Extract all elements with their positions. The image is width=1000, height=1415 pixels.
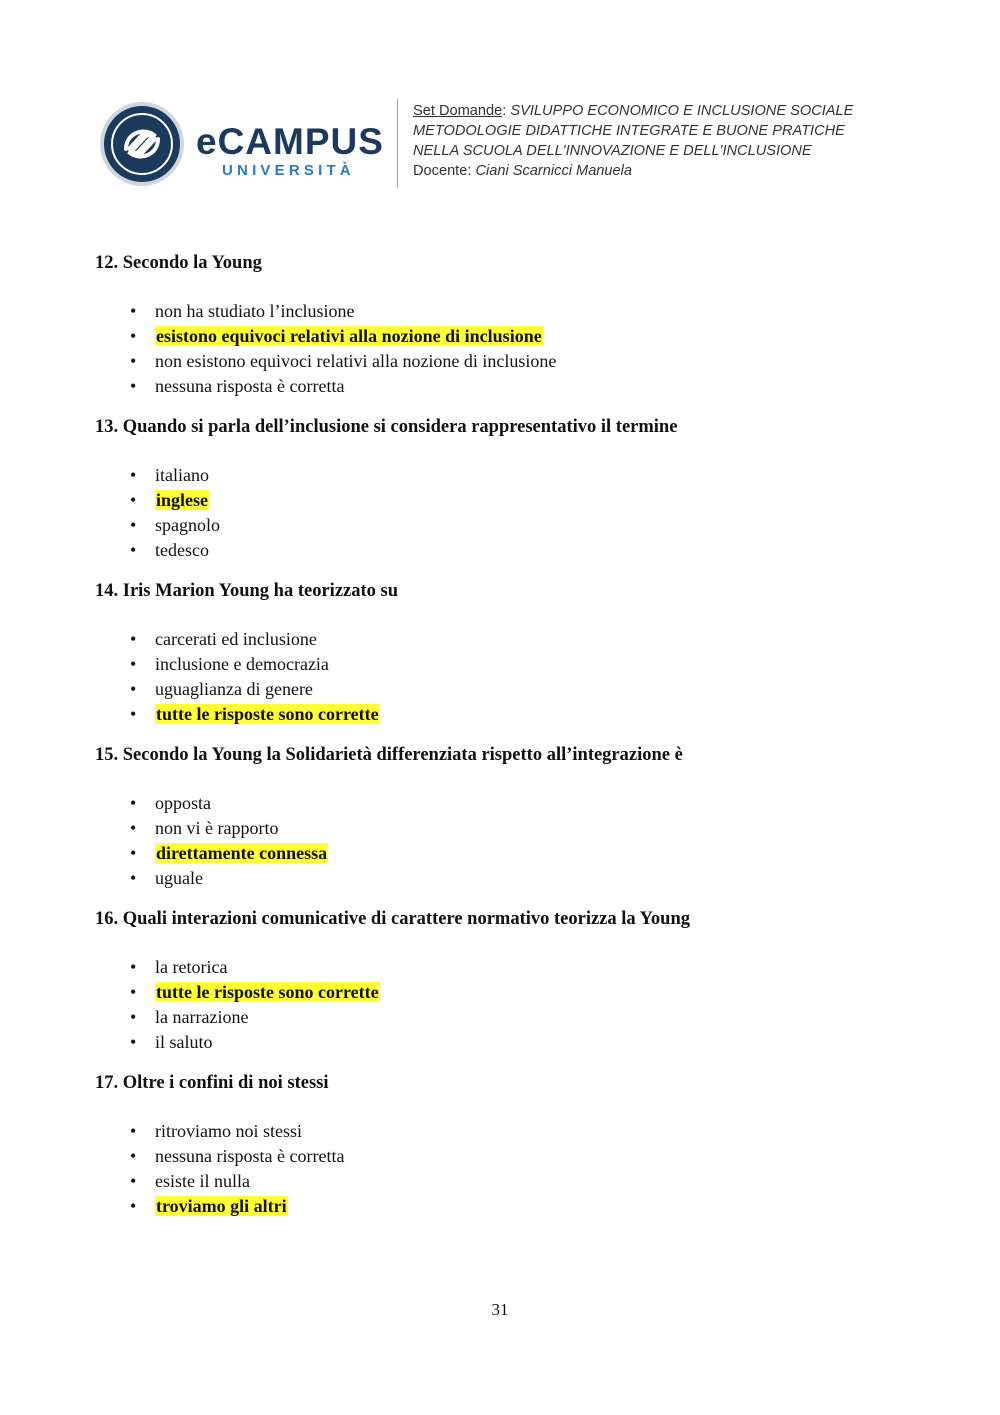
highlighted-answer-text: direttamente connessa [156,843,328,863]
bullet-icon: • [130,704,137,724]
subtitle-line-1: METODOLOGIE DIDATTICHE INTEGRATE E BUONE PRATICHE [413,123,845,139]
bullet-icon: • [130,326,137,346]
bullet-icon: • [130,818,137,838]
bullet-icon: • [130,629,137,649]
question-block [95,907,915,1055]
answer-text: esiste il nulla [155,1171,250,1191]
bullet-icon: • [130,1196,137,1216]
answer-option [95,627,915,652]
answer-text: non vi è rapporto [155,818,279,838]
question-title: 15. Secondo la Young la Solidarietà differenziata rispetto all’integrazione è [95,745,683,765]
answer-list [95,1119,915,1219]
highlighted-answer-text: inglese [156,490,208,510]
answer-text: la narrazione [155,1007,249,1027]
logo-subtext: UNIVERSITÀ [222,162,355,179]
answer-text: opposta [155,793,211,813]
answer-option [95,652,915,677]
answer-list [95,299,915,399]
question-title: 13. Quando si parla dell’inclusione si considera rappresentativo il termine [95,417,678,437]
answer-text: italiano [155,465,209,485]
answer-option [95,791,915,816]
answer-option-correct [95,488,915,513]
answer-option-correct [95,841,915,866]
docente-name: Ciani Scarnicci Manuela [475,163,633,179]
ecampus-logo [196,122,386,184]
answer-option [95,677,915,702]
answer-option [95,1169,915,1194]
bullet-icon: • [130,654,137,674]
answer-option [95,955,915,980]
answer-option [95,1005,915,1030]
question-title: 17. Oltre i confini di noi stessi [95,1073,329,1093]
answer-text: non esistono equivoci relativi alla nozione di inclusione [155,351,557,371]
header-docente-line: Docente: Ciani Scarnicci Manuela [413,163,633,179]
answer-option [95,1030,915,1055]
bullet-icon: • [130,1121,137,1141]
bullet-icon: • [130,1007,137,1027]
answer-text: spagnolo [155,515,220,535]
answer-option-correct [95,324,915,349]
bullet-icon: • [130,490,137,510]
question-block [95,1071,915,1219]
answer-list [95,463,915,563]
highlighted-answer-text: tutte le risposte sono corrette [156,982,379,1002]
set-label: Set Domande [413,103,503,119]
question-list [95,251,915,1235]
answer-text: nessuna risposta è corretta [155,1146,345,1166]
bullet-icon: • [130,465,137,485]
answer-option [95,1119,915,1144]
bullet-icon: • [130,1032,137,1052]
highlighted-answer-text: tutte le risposte sono corrette [156,704,379,724]
answer-text: nessuna risposta è corretta [155,376,345,396]
answer-list [95,627,915,727]
bullet-icon: • [130,982,137,1002]
bullet-icon: • [130,515,137,535]
question-title: 12. Secondo la Young [95,253,262,273]
answer-text: il saluto [155,1032,213,1052]
question-title: 16. Quali interazioni comunicative di carattere normativo teorizza la Young [95,909,690,929]
answer-list [95,955,915,1055]
answer-text: non ha studiato l’inclusione [155,301,355,321]
bullet-icon: • [130,793,137,813]
bullet-icon: • [130,1171,137,1191]
page-header [0,0,1000,200]
answer-text: la retorica [155,957,228,977]
subtitle-line-2: NELLA SCUOLA DELL'INNOVAZIONE E DELL'INCLUSIONE [413,143,812,159]
logo-text: eCAMPUS [196,121,384,162]
bullet-icon: • [130,351,137,371]
docente-label: Docente [413,163,468,179]
answer-option [95,463,915,488]
ecampus-seal-icon [99,101,185,187]
answer-text: ritroviamo noi stessi [155,1121,302,1141]
question-title: 14. Iris Marion Young ha teorizzato su [95,581,399,601]
bullet-icon: • [130,540,137,560]
answer-option [95,374,915,399]
answer-option [95,538,915,563]
answer-text: uguaglianza di genere [155,679,313,699]
course-title: SVILUPPO ECONOMICO E INCLUSIONE SOCIALE [510,103,854,119]
question-block [95,415,915,563]
question-block [95,579,915,727]
question-block [95,251,915,399]
bullet-icon: • [130,301,137,321]
answer-option [95,349,915,374]
answer-text: uguale [155,868,203,888]
answer-option [95,816,915,841]
bullet-icon: • [130,868,137,888]
answer-text: tedesco [155,540,209,560]
answer-option [95,866,915,891]
answer-option [95,1144,915,1169]
answer-option [95,513,915,538]
header-set-line: Set Domande: SVILUPPO ECONOMICO E INCLUSIONE SOCIALE [413,103,854,119]
bullet-icon: • [130,957,137,977]
answer-text: inclusione e democrazia [155,654,329,674]
page-number: 31 [491,1300,509,1319]
answer-text: carcerati ed inclusione [155,629,317,649]
bullet-icon: • [130,679,137,699]
header-divider [397,99,398,188]
bullet-icon: • [130,843,137,863]
answer-option-correct [95,1194,915,1219]
bullet-icon: • [130,1146,137,1166]
bullet-icon: • [130,376,137,396]
answer-list [95,791,915,891]
answer-option-correct [95,980,915,1005]
answer-option-correct [95,702,915,727]
question-block [95,743,915,891]
highlighted-answer-text: troviamo gli altri [156,1196,287,1216]
highlighted-answer-text: esistono equivoci relativi alla nozione di inclusione [156,326,542,346]
answer-option [95,299,915,324]
header-info [413,101,973,181]
